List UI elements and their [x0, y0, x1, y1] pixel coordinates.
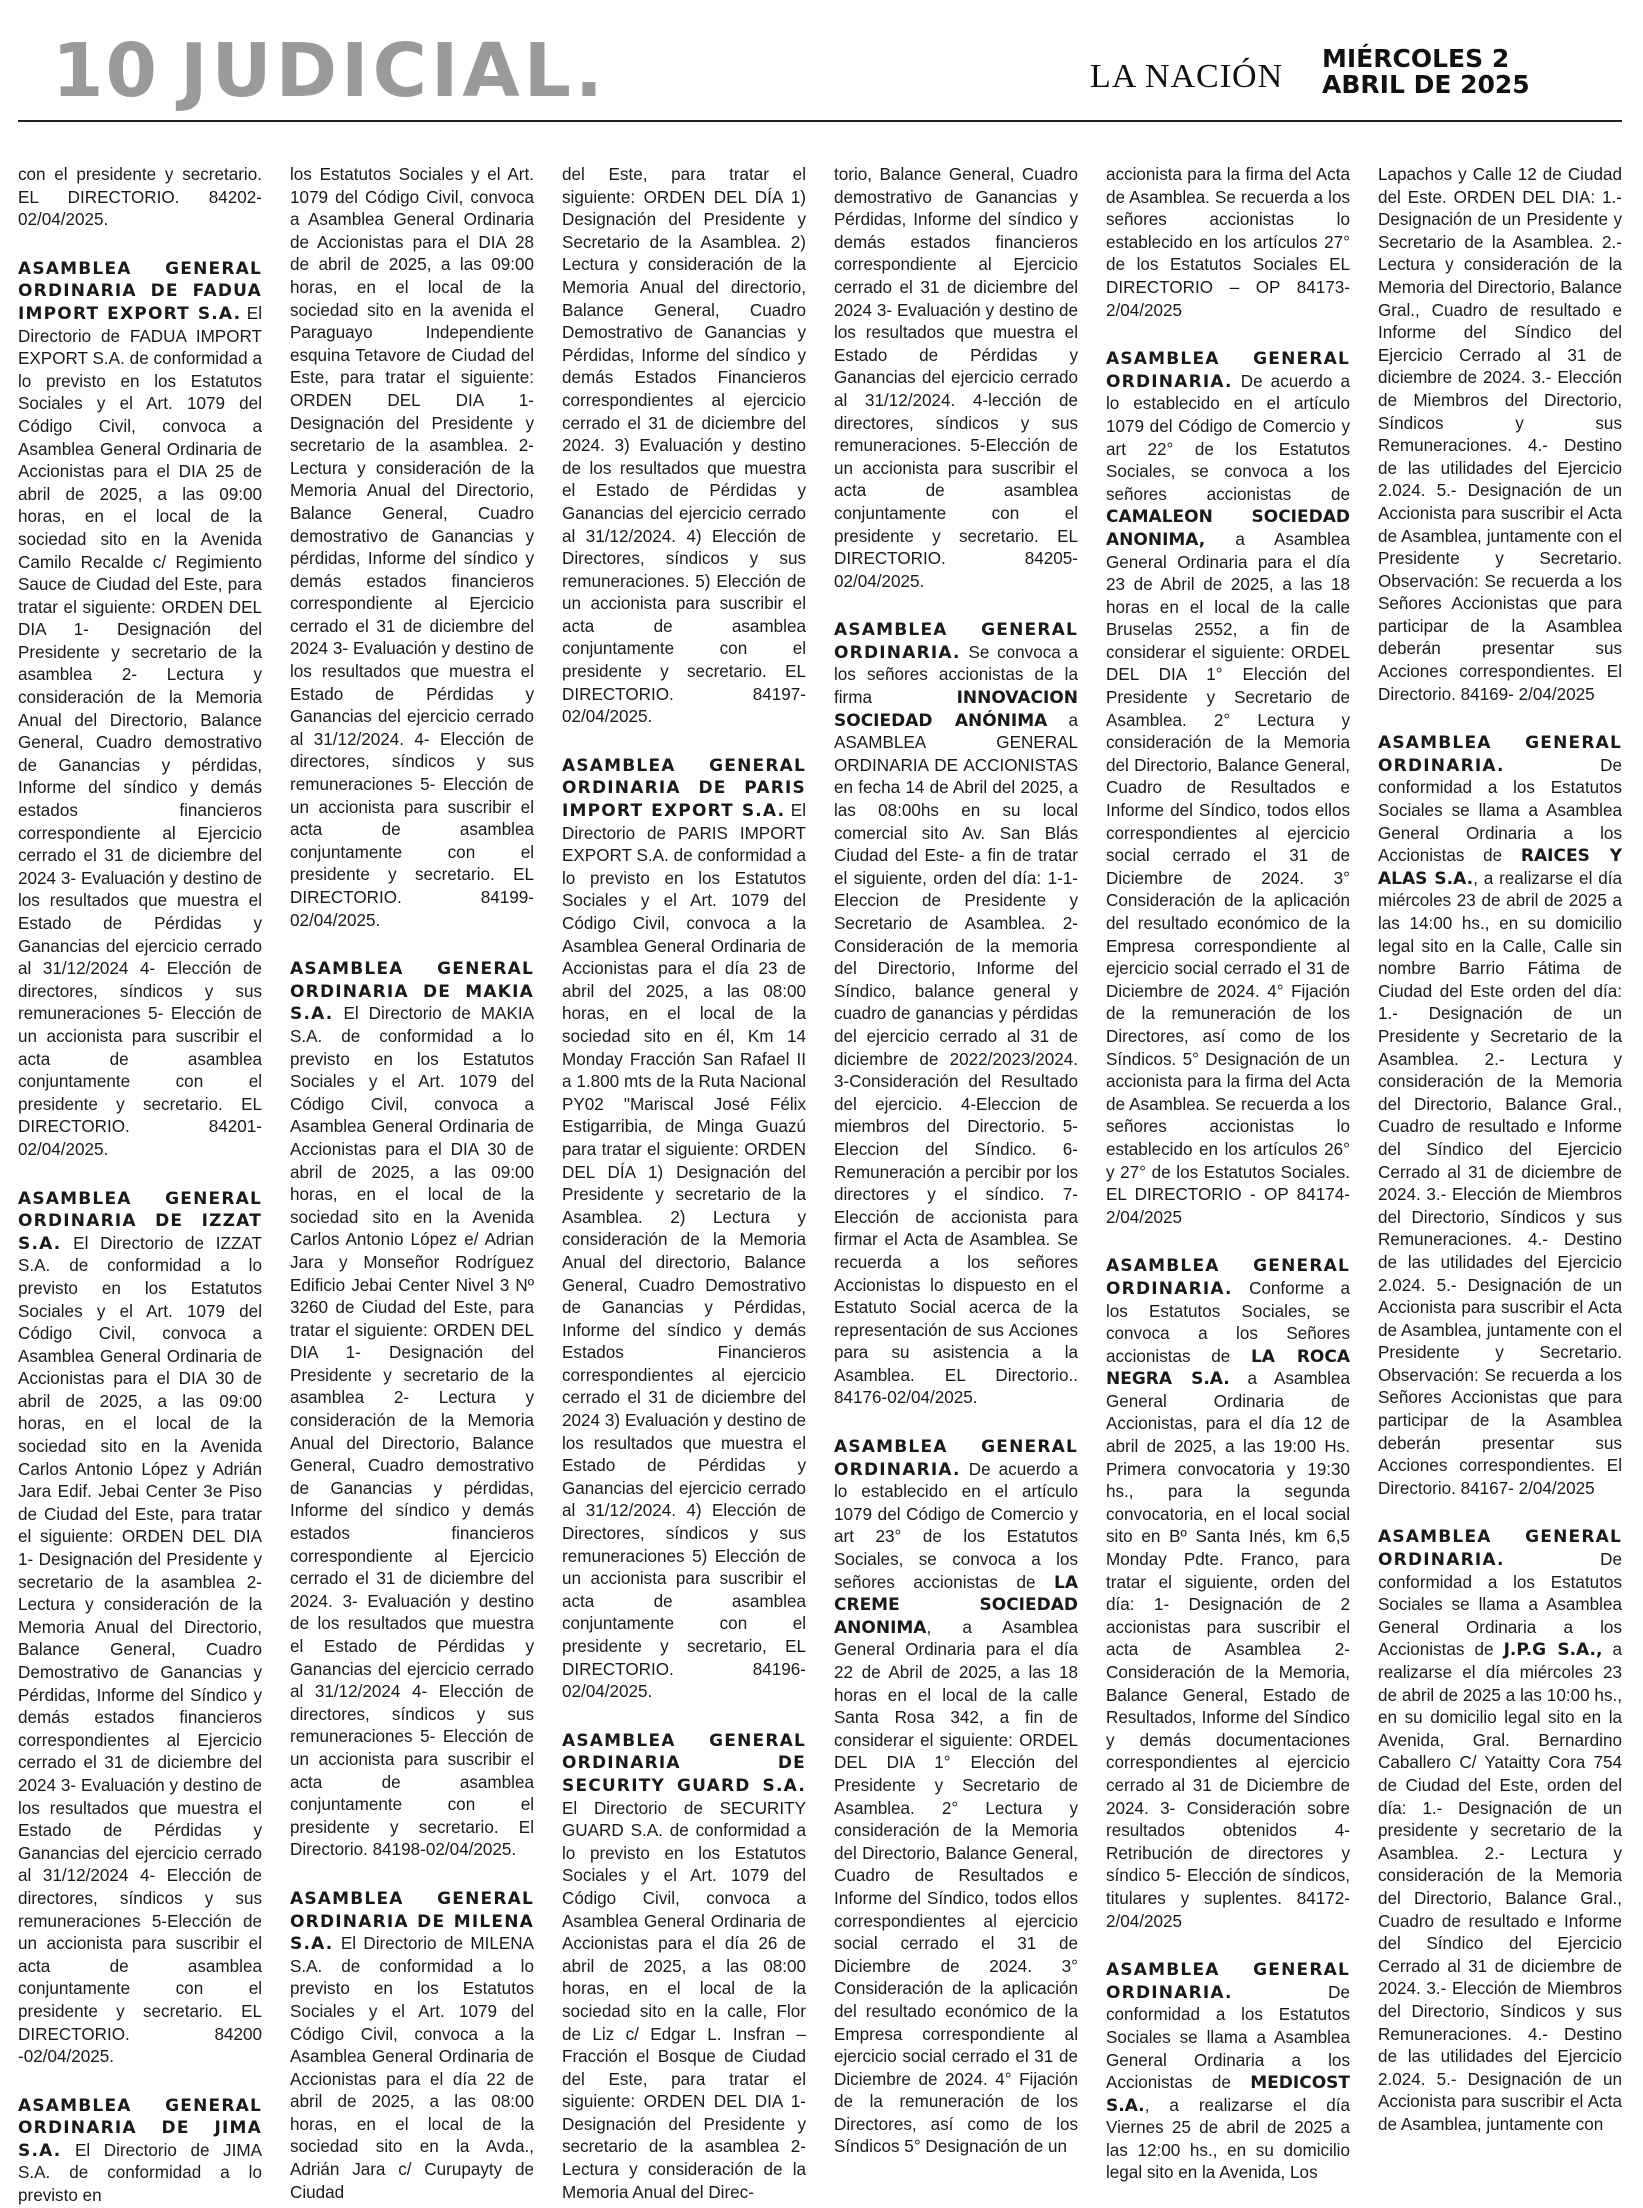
notice-text: El Directorio de IZZAT S.A. de conformidad a lo previsto en los Estatutos Sociales y el Art. 1079 del Código Civil, convoca a Asamblea General Ordinaria de Accionistas para el DIA 30 de abril de 2025, a las 09:00 horas, en el local de la sociedad sito en la Avenida Carlos Antonio López y Adrián Jara Edif. Jebai Center 3e Piso de Ciudad del Este, para tratar el siguiente: ORDEN DEL DIA 1- Designación del Presidente y secretario de la asamblea 2- Lectura y consideración de la Memoria Anual del Directorio, Balance General, Cuadro Demostrativo de Ganancias y Pérdidas, Informe del Síndico y demás estados financieros correspondientes al Ejercicio cerrado el 31 de diciembre del 2024 3- Evaluación y destino de los resultados que muestra el Estado de Pérdidas y Ganancias del ejercicio cerrado al 31/12/2024 4- Elección de directores, síndicos y sus remuneraciones 5-Elección de un accionista para suscribir el acta de asamblea conjuntamente con el presidente y secretario. EL DIRECTORIO. 84200 -02/04/2025. — [18, 1233, 262, 2067]
page-header — [0, 0, 1643, 118]
notice-text: De conformidad a los Estatutos Sociales se llama a Asamblea General Ordinaria a los Accionistas de — [1106, 1982, 1350, 2093]
notices-columns — [18, 164, 1623, 2206]
column-1 — [18, 164, 262, 2206]
notice-text: los Estatutos Sociales y el Art. 1079 del Código Civil, convoca a Asamblea General Ordinaria de Accionistas para el DIA 28 de abril de 2025, a las 09:00 horas, en el local de la sociedad sito en la avenida el Paraguayo Independiente esquina Tetavore de Ciudad del Este, para tratar el siguiente: ORDEN DEL DIA 1- Designación del Presidente y secretario de la asamblea. 2- Lectura y consideración de la Memoria Anual del Directorio, Balance General, Cuadro demostrativo de Ganancias y pérdidas, Informe del síndico y demás estados financieros correspondiente al Ejercicio cerrado el 31 de diciembre del 2024 3- Evaluación y destino de los resultados que muestra el Estado de Pérdidas y Ganancias del ejercicio cerrado al 31/12/2024. 4- Elección de directores, síndicos y sus remuneraciones 5- Elección de un accionista para suscribir el acta de asamblea conjuntamente con el presidente y secretario. EL DIRECTORIO. 84199-02/04/2025. — [290, 165, 534, 930]
notice-title: ASAMBLEA GENERAL ORDINARIA. — [834, 1437, 1078, 1480]
column-5 — [1106, 164, 1350, 2183]
legal-notice — [1106, 1959, 1350, 2185]
notice-title: ASAMBLEA GENERAL ORDINARIA. — [1378, 1527, 1622, 1571]
notice-text: Se convoca a los señores accionistas de la firma — [834, 642, 1078, 708]
legal-notice — [290, 164, 534, 932]
notice-title: ASAMBLEA GENERAL ORDINARIA. — [1106, 349, 1350, 392]
legal-notice — [562, 1730, 806, 2204]
legal-notice — [562, 755, 806, 1704]
company-name: LA ROCA NEGRA S.A. — [1106, 1346, 1350, 1390]
notice-text: , a Asamblea General Ordinaria para el día 22 de Abril de 2025, a las 18 horas en el local de la calle Santa Rosa 342, a fin de considerar el siguiente: ORDEL DEL DIA 1° Elección del Presidente y Secretario de Asamblea. 2° Lectura y consideración de la Memoria del Directorio, Balance General, Cuadro de Resultados e Informe del Síndico, todos ellos correspondientes al ejercicio social cerrado el 31 de Diciembre de 2024. 3° Consideración de la aplicación del resultado económico de la Empresa correspondiente al ejercicio social cerrado el 31 de Diciembre de 2024. 4° Fijación de la remuneración de los Directores, así como de los Síndicos 5° Designación de un — [834, 1617, 1078, 2157]
notice-text: El Directorio de MILENA S.A. de conformidad a lo previsto en los Estatutos Sociales y el Art. 1079 del Código Civil, convoca a la Asamblea General Ordinaria de Accionistas para el día 22 de abril de 2025, a las 08:00 horas, en el local de la sociedad sito en la Avda., Adrián Jara c/ Curupayty de Ciudad — [290, 1934, 534, 2202]
legal-notice — [18, 258, 262, 1162]
notice-text: con el presidente y secretario. EL DIRECTORIO. 84202-02/04/2025. — [18, 165, 262, 230]
notice-text: , a realizarse el día Viernes 25 de abril de 2025 a las 12:00 hs., en su domicilio legal sito en la Avenida, Los — [1106, 2095, 1350, 2183]
notice-title: ASAMBLEA GENERAL ORDINARIA DE JIMA S.A. — [18, 2095, 262, 2161]
notice-text: El Directorio de JIMA S.A. de conformidad a lo previsto en — [18, 2140, 262, 2206]
notice-title: ASAMBLEA GENERAL ORDINARIA. — [1106, 1256, 1350, 1299]
notice-text: , a realizarse el día miércoles 23 de abril de 2025 a las 14:00 hs., en su domicilio legal sito en la Calle, Calle sin nombre Barrio Fátima de Ciudad del Este orden del día: 1.- Designación de un Presidente y Secretario de la Asamblea. 2.- Lectura y consideración de la Memoria del Directorio, Balance Gral., Cuadro de resultado e Informe del Síndico del Ejercicio Cerrado al 31 de diciembre de 2024. 3.- Elección de Miembros del Directorio, Síndicos y sus Remuneraciones. 4.- Destino de las utilidades del Ejercicio 2.024. 5.- Designación de un Accionista para suscribir el Acta de Asamblea, juntamente con el Presidente y Secretario. Observación: Se recuerda a los Señores Accionistas que para participar de la Asamblea deberán presentar sus Acciones correspondientes. El Directorio. 84167- 2/04/2025 — [1378, 868, 1622, 1498]
notice-text: De conformidad a los Estatutos Sociales se llama a Asamblea General Ordinaria a los Accionistas de — [1378, 755, 1622, 866]
notice-title: ASAMBLEA GENERAL ORDINARIA DE MILENA S.A. — [290, 1888, 534, 1955]
notice-text: El Directorio de FADUA IMPORT EXPORT S.A. de conformidad a lo previsto en los Estatutos Sociales y el Art. 1079 del Código Civil, convoca a Asamblea General Ordinaria de Accionistas para el DIA 25 de abril de 2025, a las 09:00 horas, en el local de la sociedad sito en la Avenida Camilo Recalde c/ Regimiento Sauce de Ciudad del Este, para tratar el siguiente: ORDEN DEL DIA 1- Designación del Presidente y secretario de la asamblea 2- Lectura y consideración de la Memoria Anual del Directorio, Balance General, Cuadro demostrativo de Ganancias y pérdidas, Informe del síndico y demás estados financieros correspondiente al Ejercicio cerrado el 31 de diciembre del 2024 3- Evaluación y destino de los resultados que muestra el Estado de Pérdidas y Ganancias del ejercicio cerrado al 31/12/2024 4- Elección de directores, síndicos y sus remuneraciones 5- Elección de un accionista para suscribir el acta de asamblea conjuntamente con el presidente y secretario. EL DIRECTORIO. 84201-02/04/2025. — [18, 303, 262, 1159]
notice-text: Conforme a los Estatutos Sociales, se convoca a los Señores accionistas de — [1106, 1278, 1350, 1366]
company-name: MEDICOST S.A. — [1106, 2073, 1350, 2116]
legal-notice — [834, 1436, 1078, 2159]
legal-notice — [1378, 1526, 1622, 2136]
issue-date — [1322, 46, 1530, 98]
newspaper-logo: LA NACIÓN — [1090, 58, 1284, 95]
legal-notice — [1378, 732, 1622, 1500]
issue-date-weekday: MIÉRCOLES 2 — [1322, 44, 1510, 73]
header-divider — [18, 120, 1622, 122]
company-name: J.P.G S.A., — [1503, 1640, 1603, 1661]
notice-text: del Este, para tratar el siguiente: ORDEN DEL DÍA 1) Designación del Presidente y Secretario de la Asamblea. 2) Lectura y consideración de la Memoria Anual del directorio, Balance General, Cuadro Demostrativo de Ganancias y Pérdidas, Informe del síndico y demás Estados Financieros correspondientes al ejercicio cerrado el 31 de diciembre del 2024. 3) Evaluación y destino de los resultados que muestra el Estado de Pérdidas y Ganancias del ejercicio cerrado al 31/12/2024. 4) Elección de Directores, síndicos y sus remuneraciones. 5) Elección de un accionista para suscribir el acta de asamblea conjuntamente con el presidente y secretario. EL DIRECTORIO. 84197-02/04/2025. — [562, 165, 806, 727]
notice-title: ASAMBLEA GENERAL ORDINARIA. — [1378, 733, 1622, 776]
notice-title: ASAMBLEA GENERAL ORDINARIA DE MAKIA S.A. — [290, 959, 534, 1025]
legal-notice — [1106, 164, 1350, 322]
notice-text: El Directorio de PARIS IMPORT EXPORT S.A. de conformidad a lo previsto en los Estatutos Sociales y el Art. 1079 del Código Civil, convoca a la Asamblea General Ordinaria de Accionistas para el día 23 de abril del 2025, a las 08:00 horas, en el local de la sociedad sito en él, Km 14 Monday Fracción San Rafael II a 1.800 mts de la Ruta Nacional PY02 "Mariscal José Félix Estigarribia, de Minga Guazú para tratar el siguiente: ORDEN DEL DÍA 1) Designación del Presidente y secretario de la Asamblea. 2) Lectura y consideración de la Memoria Anual del directorio, Balance General, Cuadro Demostrativo de Ganancias y Pérdidas, Informe del síndico y demás Estados Financieros correspondientes al ejercicio cerrado el 31 de diciembre del 2024 3) Evaluación y destino de los resultados que muestra el Estado de Pérdidas y Ganancias del ejercicio cerrado al 31/12/2024. 4) Elección de Directores, síndicos y sus remuneraciones 5) Elección de un accionista para suscribir el acta de asamblea conjuntamente con el presidente y secretario, EL DIRECTORIO. 84196-02/04/2025. — [562, 801, 806, 1702]
notice-title: ASAMBLEA GENERAL ORDINARIA DE SECURITY GUARD S.A. — [562, 1730, 806, 1796]
company-name: LA CREME SOCIEDAD ANONIMA — [834, 1572, 1078, 1638]
legal-notice — [1106, 1255, 1350, 1933]
notice-text: a realizarse el día miércoles 23 de abril de 2025 a las 10:00 hs., en su domicilio legal sito en la Avenida, Gral. Bernardino Caballero C/ Yataitty Cora 754 de Ciudad del Este, orden del día: 1.- Designación de un presidente y secretario de la Asamblea. 2.- Lectura y consideración de la Memoria del Directorio, Balance Gral., Cuadro de resultado e Informe del Síndico del Ejercicio Cerrado al 31 de diciembre de 2024. 3.- Elección de Miembros del Directorio, Síndicos y sus Remuneraciones. 4.- Destino de las utilidades del Ejercicio 2.024. 5.- Designación de un Accionista para suscribir el Acta de Asamblea, juntamente con — [1378, 1640, 1622, 2134]
legal-notice — [290, 1888, 534, 2204]
company-name: INNOVACION SOCIEDAD ANÓNIMA — [834, 688, 1078, 731]
issue-date-month-year: ABRIL DE 2025 — [1322, 70, 1530, 99]
notice-text: El Directorio de SECURITY GUARD S.A. de conformidad a lo previsto en los Estatutos Sociales y el Art. 1079 del Código Civil, convoca a Asamblea General Ordinaria de Accionistas para el día 26 de abril de 2025, a las 08:00 horas, en el local de la sociedad sito en la calle, Flor de Liz c/ Edgar L. Insfran – Fracción el Bosque de Ciudad del Este, para tratar el siguiente: ORDEN DEL DIA 1-Designación del Presidente y secretario de la asamblea 2- Lectura y consideración de la Memoria Anual del Direc- — [562, 1798, 806, 2202]
notice-title: ASAMBLEA GENERAL ORDINARIA DE IZZAT S.A. — [18, 1188, 262, 1254]
notice-text: De acuerdo a lo establecido en el artículo 1079 del Código de Comercio y art 23° de los Estatutos Sociales, se convoca a los señores accionistas de — [834, 1459, 1078, 1592]
notice-text: accionista para la firma del Acta de Asamblea. Se recuerda a los señores accionistas lo establecido en los artículos 27° de los Estatutos Sociales EL DIRECTORIO – OP 84173- 2/04/2025 — [1106, 165, 1350, 320]
column-2 — [290, 164, 534, 2202]
notice-text: a ASAMBLEA GENERAL ORDINARIA DE ACCIONISTAS en fecha 14 de Abril del 2025, a las 08:00hs en su local comercial sito Av. San Blás Ciudad del Este- a fin de tratar el siguiente, orden del día: 1-1-Eleccion de Presidente y Secretario de Asamblea. 2-Consideración de la memoria del Directorio, Informe del Síndico, balance general y cuadro de ganancias y pérdidas del ejercicio cerrado al 31 de diciembre de 2022/2023/2024. 3-Consideración del Resultado del ejercicio. 4-Eleccion de miembros del Directorio. 5-Eleccion del Síndico. 6-Remuneración a percibir por los directores y el síndico. 7- Elección de accionista para firmar el Acta de Asamblea. Se recuerda a los señores Accionistas lo dispuesto en el Estatuto Social acerca de la representación de sus Acciones para su asistencia a la Asamblea. EL Directorio.. 84176-02/04/2025. — [834, 710, 1078, 1408]
notice-text: a Asamblea General Ordinaria de Accionistas, para el día 12 de abril de 2025, a las 19:00 Hs. Primera convocatoria y 19:30 hs., para la segunda convocatoria, en el local social sito en Bº Santa Inés, km 6,5 Monday Pdte. Franco, para tratar el siguiente, orden del día: 1- Designación de 2 accionistas para suscribir el acta de Asamblea 2- Consideración de la Memoria, Balance General, Estado de Resultados, Informe del Síndico y demás documentaciones correspondientes al ejercicio cerrado al 31 de Diciembre de 2024. 3- Consideración sobre resultados obtenidos 4- Retribución de directores y síndico 5- Elección de síndicos, titulares y suplentes. 84172- 2/04/2025 — [1106, 1369, 1350, 1931]
notice-text: De acuerdo a lo establecido en el artículo 1079 del Código de Comercio y art 22° de los Estatutos Sociales, se convoca a los señores accionistas de — [1106, 371, 1350, 504]
legal-notice — [834, 164, 1078, 593]
notice-title: ASAMBLEA GENERAL ORDINARIA. — [834, 620, 1078, 663]
legal-notice — [1106, 348, 1350, 1229]
notice-title: ASAMBLEA GENERAL ORDINARIA. — [1106, 1960, 1350, 2003]
legal-notice — [834, 619, 1078, 1410]
column-4 — [834, 164, 1078, 2157]
section-title: JUDICIAL. — [180, 28, 607, 114]
notice-text: De conformidad a los Estatutos Sociales se llama a Asamblea General Ordinaria a los Accionistas de — [1378, 1550, 1622, 1660]
page-number: 10 — [52, 28, 159, 114]
legal-notice — [290, 958, 534, 1862]
notice-text: El Directorio de MAKIA S.A. de conformidad a lo previsto en los Estatutos Sociales y el Art. 1079 del Código Civil, convoca a Asamblea General Ordinaria de Accionistas para el DIA 30 de abril de 2025, a las 09:00 horas, en el local de la sociedad sito en la Avenida Carlos Antonio López e/ Adrian Jara y Monseñor Rodríguez Edificio Jebai Center Nivel 3 Nº 3260 de Ciudad del Este, para tratar el siguiente: ORDEN DEL DIA 1- Designación del Presidente y secretario de la asamblea 2- Lectura y consideración de la Memoria Anual del Directorio, Balance General, Cuadro demostrativo de Ganancias y pérdidas, Informe del síndico y demás estados financieros correspondiente al Ejercicio cerrado el 31 de diciembre del 2024. 3- Evaluación y destino de los resultados que muestra el Estado de Pérdidas y Ganancias del ejercicio cerrado al 31/12/2024 4- Elección de directores, síndicos y sus remuneraciones 5- Elección de un accionista para suscribir el acta de asamblea conjuntamente con el presidente y secretario. El Directorio. 84198-02/04/2025. — [290, 1004, 534, 1860]
notice-text: a Asamblea General Ordinaria para el día 23 de Abril de 2025, a las 18 horas en el local de la calle Bruselas 2552, a fin de considerar el siguiente: ORDEL DEL DIA 1° Elección del Presidente y Secretario de Asamblea. 2° Lectura y consideración de la Memoria del Directorio, Balance General, Cuadro de Resultados e Informe del Síndico, todos ellos correspondientes al ejercicio social cerrado el 31 de Diciembre de 2024. 3° Consideración de la aplicación del resultado económico de la Empresa correspondiente al ejercicio social cerrado el 31 de Diciembre de 2024. 4° Fijación de la remuneración de los Directores, así como de los Síndicos. 5° Designación de un accionista para la firma del Acta de Asamblea. Se recuerda a los señores accionistas lo establecido en los artículos 26° y 27° de los Estatutos Sociales. EL DIRECTORIO - OP 84174-2/04/2025 — [1106, 529, 1350, 1227]
legal-notice — [562, 164, 806, 729]
notice-title: ASAMBLEA GENERAL ORDINARIA DE FADUA IMPORT EXPORT S.A. — [18, 258, 262, 324]
notice-title: ASAMBLEA GENERAL ORDINARIA DE PARIS IMPORT EXPORT S.A. — [562, 755, 806, 822]
legal-notice — [1378, 164, 1622, 706]
company-name: RAICES Y ALAS S.A. — [1378, 846, 1623, 889]
notice-text: torio, Balance General, Cuadro demostrativo de Ganancias y Pérdidas, Informe del síndico y demás estados financieros correspondiente al Ejercicio cerrado el 31 de diciembre del 2024 3- Evaluación y destino de los resultados que muestra el Estado de Pérdidas y Ganancias del ejercicio cerrado al 31/12/2024. 4-lección de directores, síndicos y sus remuneraciones. 5-Elección de un accionista para suscribir el acta de asamblea conjuntamente con el presidente y secretario. EL DIRECTORIO. 84205-02/04/2025. — [834, 165, 1078, 591]
company-name: CAMALEON SOCIEDAD ANONIMA, — [1106, 507, 1350, 550]
notice-text: Lapachos y Calle 12 de Ciudad del Este. ORDEN DEL DIA: 1.- Designación de un Presidente y Secretario de la Asamblea. 2.- Lectura y consideración de la Memoria del Directorio, Balance Gral., Cuadro de resultado e Informe del Síndico del Ejercicio Cerrado al 31 de diciembre de 2024. 3.- Elección de Miembros del Directorio, Síndicos y sus Remuneraciones. 4.- Destino de las utilidades del Ejercicio 2.024. 5.- Designación de un Accionista para suscribir el Acta de Asamblea, juntamente con el Presidente y Secretario. Observación: Se recuerda a los Señores Accionistas que para participar de la Asamblea deberán presentar sus Acciones correspondientes. El Directorio. 84169- 2/04/2025 — [1378, 165, 1622, 704]
legal-notice — [18, 164, 262, 232]
legal-notice — [18, 1188, 262, 2069]
column-6 — [1378, 164, 1623, 2134]
legal-notice — [18, 2095, 262, 2208]
column-3 — [562, 164, 806, 2202]
